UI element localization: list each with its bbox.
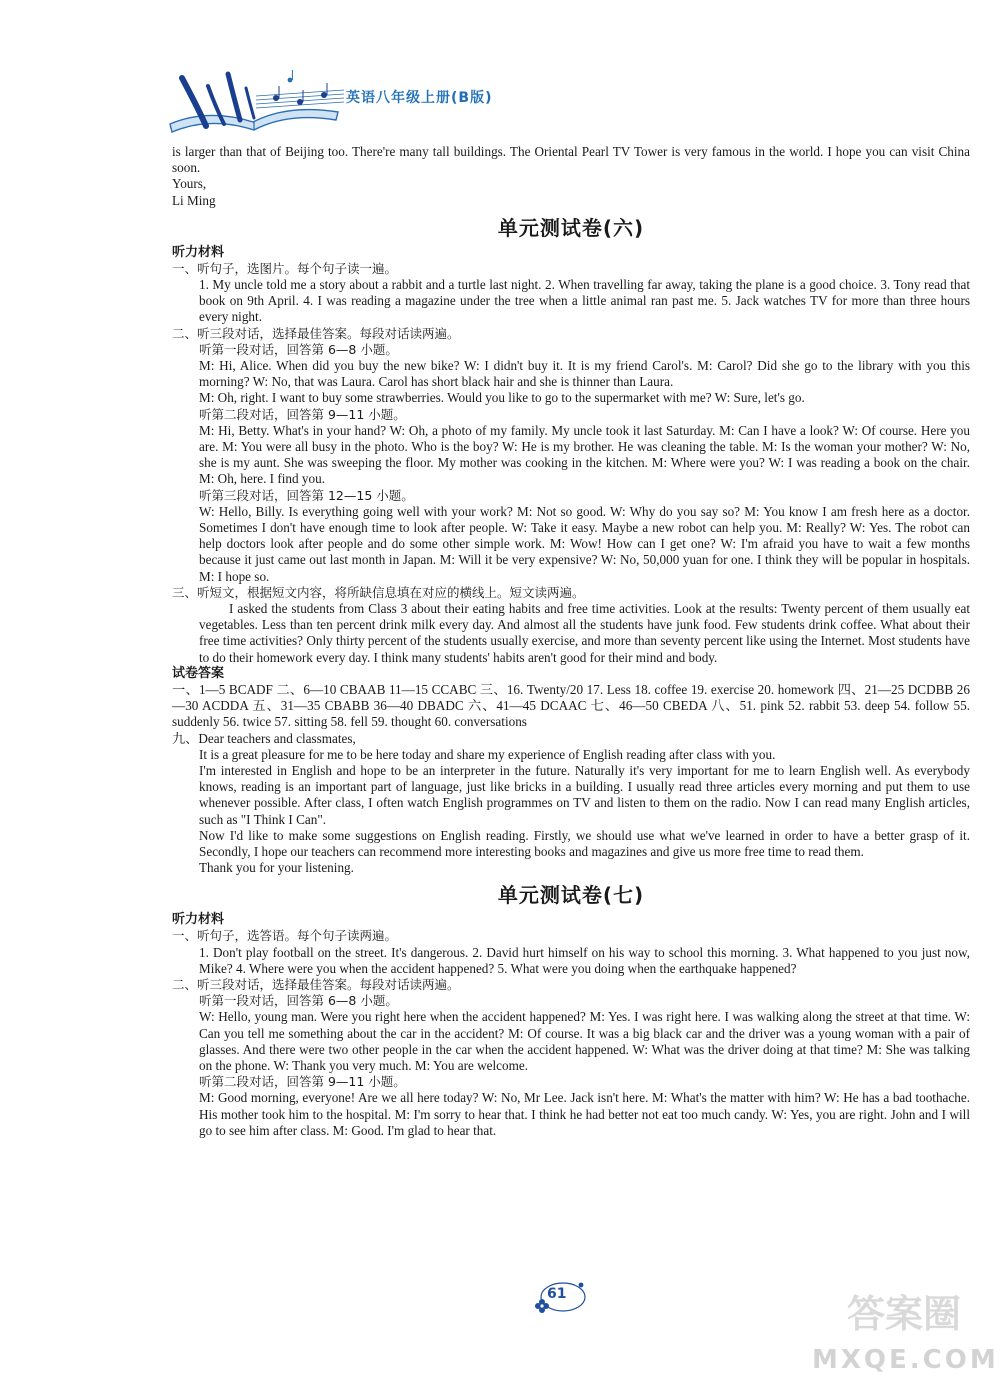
test6-dialog2-title: 听第二段对话，回答第 9—11 小题。 xyxy=(199,406,406,422)
test7-title: 单元测试卷(七) xyxy=(497,883,645,908)
test6-part2-title: 二、听三段对话，选择最佳答案。每段对话读两遍。 xyxy=(172,325,460,341)
page-number: 61 xyxy=(547,1286,567,1302)
test6-answers-title: 试卷答案 xyxy=(172,665,225,681)
test7-dialog2-text: M: Good morning, everyone! Are we all here today? W: No, Mr Lee. Jack isn't here. M: What's the matter with him? W: He has a bad toothache. His mother took him to the hospital. M: I'm sorry to hear that. I think he had better not eat too much candy. W: Yes, you are right. John and I will go to see him after class. M: Good. I'm glad to hear that. xyxy=(199,1090,970,1138)
test6-essay-paragraph: Now I'd like to make some suggestions on English reading. Firstly, we should use what we've learned in order to have a better grasp of it. Secondly, I hope our teachers can recommend more interesting books and magazines and give us more free time to read them. xyxy=(199,827,970,859)
test6-title: 单元测试卷(六) xyxy=(497,215,645,240)
test6-part1-text: 1. My uncle told me a story about a rabbit and a turtle last night. 2. When travelling far away, taking the plane is a good choice. 3. Tony read that book on 9th April. 4. I was reading a magazine under the tree when a little animal ran past me. 5. Jack watches TV for more than three hours every night. xyxy=(199,277,970,325)
test6-dialog1-text2: M: Oh, right. I want to buy some strawberries. Would you like to go to the supermarket with me? W: Sure, let's go. xyxy=(199,390,805,406)
test6-dialog3-text: W: Hello, Billy. Is everything going well with your work? M: Not so good. W: Why do you say so? M: You know I am fresh here as a doctor. Sometimes I don't have enough time to look after people. W: Take it easy. Maybe a new robot can help you. M: Really? W: Yes. The robot can help doctors look after people and do some other simple work. M: Wow! How can I get one? W: I'm afraid you have to wait a few months because it just came out last month in Japan. M: Will it be very expensive? W: No, 50,000 yuan for one. I think they will be popular in hospitals. M: I hope so. xyxy=(199,503,970,584)
answer-content xyxy=(172,144,970,1139)
page-header xyxy=(168,68,588,138)
test6-dialog2-text: M: Hi, Betty. What's in your hand? W: Oh, a photo of my family. My uncle took it last Saturday. M: Can I have a look? W: Of course. Here you are. M: You were all busy in the photo. Who is the boy? W: He is my brother. He was cleaning the table. M: Is the woman your mother? W: No, she is my aunt. She was sweeping the floor. My mother was cooking in the kitchen. M: Where were you? W: I was reading a book on the chair. M: Oh, here. I find you. xyxy=(199,422,970,487)
test6-essay-paragraph: I'm interested in English and hope to be an interpreter in the future. Naturally it's very important for me to learn English well. As everybody knows, reading is an important part of language, just like bricks in a building. I usually read three articles every morning and put them to use whenever possible. After class, I often watch English programmes on TV and listen to them on the radio. Now I can read many English articles, such as "I Think I Can". xyxy=(199,762,970,827)
test6-essay-closing: Thank you for your listening. xyxy=(199,860,354,876)
test6-answers-text: 一、1—5 BCADF 二、6—10 CBAAB 11—15 CCABC 三、16. Twenty/20 17. Less 18. coffee 19. exercise 20. homework 四、21—25 DCDBB 26—30 ACDDA 五、31—35 CBABB 36—40 DBADC 六、41—45 DCAAC 七、46—50 CBEDA 八、51. pink 52. rabbit 53. deep 54. follow 55. suddenly 56. twice 57. sitting 58. fell 59. thought 60. conversations xyxy=(172,681,970,730)
test7-dialog1-text: W: Hello, young man. Were you right here when the accident happened? M: Yes. I was right here. I was walking along the street at that time. W: Can you tell me something about the car in the accident? M: Of course. It was a big black car and the driver was a young woman with a pair of glasses. And there were two other people in the car when the accident happened. W: What was the driver doing at that time? M: She was talking on the phone. W: Thank you very much. M: You are welcome. xyxy=(199,1009,970,1073)
test7-listening-title: 听力材料 xyxy=(172,912,225,928)
letter-tail-text: is larger than that of Beijing too. There're many tall buildings. The Oriental Pearl TV Tower is very famous in the world. I hope you can visit China soon. xyxy=(172,144,970,176)
test6-part3-text: I asked the students from Class 3 about their eating habits and free time activities. Look at the results: Twenty percent of them usually eat vegetables. Less than ten percent drink milk every day. And almost all the students have junk food. Few students drink coffee. What about their free time activities? Only thirty percent of the students usually exercise, and more than seventy percent like using the Internet. Most students have to do their homework every day. I think many students' habits aren't good for their mind and body. xyxy=(199,601,970,665)
watermark-logo-text: 答案圈 xyxy=(846,1292,961,1336)
test7-part2-title: 二、听三段对话，选择最佳答案。每段对话读两遍。 xyxy=(172,976,460,992)
test6-dialog1-title: 听第一段对话，回答第 6—8 小题。 xyxy=(199,341,398,357)
test6-listening-title: 听力材料 xyxy=(172,244,225,260)
letter-signature: Li Ming xyxy=(172,192,216,208)
test6-part3-title: 三、听短文，根据短文内容，将所缺信息填在对应的横线上。短文读两遍。 xyxy=(172,584,585,600)
test7-part1-text: 1. Don't play football on the street. It's dangerous. 2. David hurt himself on his way to school this morning. 3. What happened to you just now, Mike? 4. Where were you when the accident happened? 5. What were you doing when the earthquake happened? xyxy=(199,944,970,976)
test6-dialog3-title: 听第三段对话，回答第 12—15 小题。 xyxy=(199,487,414,503)
page-number-badge xyxy=(533,1277,593,1317)
watermark-url: MXQE.COM xyxy=(812,1345,999,1375)
test6-dialog1-text: M: Hi, Alice. When did you buy the new bike? W: I didn't buy it. It is my friend Carol's. M: Carol? Did she go to the library with you this morning? W: No, that was Laura. Carol has short black hair and she is thinner than Laura. xyxy=(199,358,970,390)
watermark xyxy=(812,1292,1000,1395)
book-music-logo-icon xyxy=(168,68,348,138)
book-title: 英语八年级上册(B版) xyxy=(346,90,493,106)
letter-closing: Yours, xyxy=(172,176,207,192)
test7-dialog2-title: 听第二段对话，回答第 9—11 小题。 xyxy=(199,1074,406,1090)
test6-part1-title: 一、听句子，选图片。每个句子读一遍。 xyxy=(172,260,398,276)
test7-dialog1-title: 听第一段对话，回答第 6—8 小题。 xyxy=(199,993,398,1009)
test6-essay-paragraph: It is a great pleasure for me to be here today and share my experience of English reading after class with you. xyxy=(199,746,776,762)
test7-part1-title: 一、听句子，选答语。每个句子读两遍。 xyxy=(172,928,398,944)
test6-essay-salutation: 九、Dear teachers and classmates, xyxy=(172,730,356,746)
